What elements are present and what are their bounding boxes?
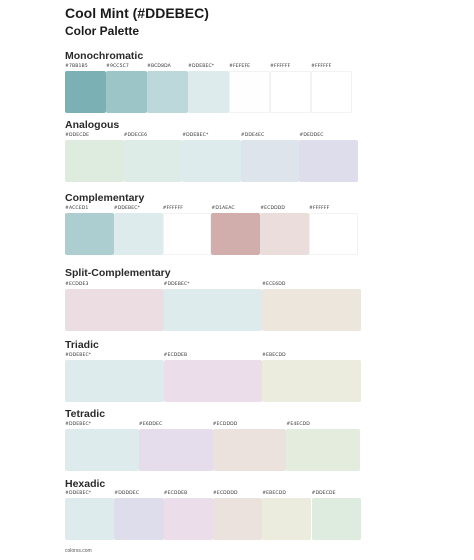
swatch-color-block[interactable]: [164, 289, 263, 331]
swatch-color-block[interactable]: [65, 71, 106, 113]
swatch-row-tetradic: [65, 422, 360, 471]
color-swatch[interactable]: [65, 422, 139, 471]
swatch-color-block[interactable]: [270, 71, 311, 113]
swatch-color-block[interactable]: [114, 498, 163, 540]
swatch-color-block[interactable]: [309, 213, 358, 255]
swatch-color-block[interactable]: [312, 498, 361, 540]
color-swatch[interactable]: [114, 491, 163, 540]
swatch-color-block[interactable]: [262, 289, 361, 331]
swatch-hex-label: #FFFFFF: [270, 64, 291, 69]
swatch-hex-label: #DEDDEC: [299, 133, 324, 138]
color-swatch[interactable]: [260, 206, 309, 255]
swatch-color-block[interactable]: [65, 213, 114, 255]
section-title-triadic: Triadic: [65, 339, 99, 351]
color-swatch[interactable]: [65, 353, 164, 402]
swatch-color-block[interactable]: [188, 71, 229, 113]
color-swatch[interactable]: [163, 353, 263, 402]
color-swatch[interactable]: [163, 491, 213, 540]
swatch-color-block[interactable]: [182, 140, 241, 182]
swatch-color-block[interactable]: [311, 71, 352, 113]
swatch-color-block[interactable]: [213, 498, 262, 540]
swatch-hex-label: #7BB1B5: [65, 64, 88, 69]
swatch-hex-label: #FEFEFE: [229, 64, 251, 69]
swatch-hex-label: #DDECE6: [123, 133, 148, 138]
swatch-row-analogous: [65, 133, 358, 182]
color-swatch[interactable]: [182, 133, 241, 182]
swatch-color-block[interactable]: [164, 498, 213, 540]
swatch-hex-label: #E4ECDD: [286, 422, 310, 427]
swatch-hex-label: #9CC5C7: [106, 64, 129, 69]
swatch-color-block[interactable]: [262, 498, 311, 540]
color-swatch[interactable]: [212, 491, 262, 540]
swatch-hex-label: #DDEBEC*: [113, 206, 140, 211]
color-swatch[interactable]: [299, 133, 358, 182]
color-swatch[interactable]: [65, 133, 124, 182]
footer-site-label: colorxs.com: [65, 548, 92, 554]
color-swatch[interactable]: [106, 64, 147, 113]
swatch-hex-label: #FFFFFF: [309, 206, 330, 211]
section-title-tetradic: Tetradic: [65, 408, 106, 420]
swatch-hex-label: #BCD8DA: [147, 64, 171, 69]
swatch-hex-label: #DDEBEC*: [182, 133, 209, 138]
swatch-color-block[interactable]: [164, 360, 263, 402]
color-swatch[interactable]: [163, 282, 263, 331]
swatch-color-block[interactable]: [114, 213, 163, 255]
swatch-hex-label: #DDE4EC: [240, 133, 265, 138]
color-swatch[interactable]: [262, 353, 361, 402]
swatch-row-split-complementary: [65, 282, 361, 331]
swatch-hex-label: #ECDDEB: [163, 491, 188, 496]
swatch-hex-label: #DDEBEC*: [188, 64, 215, 69]
swatch-color-block[interactable]: [65, 498, 114, 540]
color-swatch[interactable]: [147, 64, 188, 113]
color-swatch[interactable]: [212, 422, 287, 471]
swatch-color-block[interactable]: [65, 140, 124, 182]
swatch-row-complementary: [65, 206, 358, 255]
section-title-analogous: Analogous: [65, 119, 120, 131]
color-swatch[interactable]: [188, 64, 229, 113]
section-title-split-complementary: Split-Complementary: [65, 267, 171, 279]
swatch-color-block[interactable]: [213, 429, 287, 471]
color-swatch[interactable]: [270, 64, 311, 113]
swatch-hex-label: #DDEBEC*: [65, 353, 92, 358]
swatch-color-block[interactable]: [65, 429, 139, 471]
swatch-hex-label: #ACCED1: [65, 206, 89, 211]
color-swatch[interactable]: [123, 133, 183, 182]
swatch-hex-label: #FFFFFF: [162, 206, 183, 211]
swatch-hex-label: #ECDDDD: [212, 491, 238, 496]
swatch-color-block[interactable]: [163, 213, 212, 255]
swatch-color-block[interactable]: [211, 213, 260, 255]
swatch-hex-label: #DDECDE: [65, 133, 90, 138]
swatch-hex-label: #EBECDD: [262, 353, 286, 358]
color-swatch[interactable]: [211, 206, 260, 255]
swatch-hex-label: #ECDDDD: [260, 206, 285, 211]
color-swatch[interactable]: [65, 64, 106, 113]
section-title-hexadic: Hexadic: [65, 478, 106, 490]
section-title-complementary: Complementary: [65, 192, 145, 204]
swatch-hex-label: #DDEBEC*: [65, 422, 92, 427]
swatch-color-block[interactable]: [65, 289, 164, 331]
swatch-color-block[interactable]: [147, 71, 188, 113]
color-swatch[interactable]: [65, 206, 114, 255]
swatch-color-block[interactable]: [286, 429, 360, 471]
color-swatch[interactable]: [113, 206, 163, 255]
color-swatch[interactable]: [311, 64, 352, 113]
swatch-hex-label: #ECE6DD: [262, 282, 286, 287]
swatch-hex-label: #DDECDE: [311, 491, 336, 496]
swatch-hex-label: #E6DDEC: [138, 422, 163, 427]
color-swatch[interactable]: [240, 133, 300, 182]
swatch-hex-label: #D1AEAC: [211, 206, 235, 211]
color-swatch[interactable]: [309, 206, 358, 255]
section-title-monochromatic: Monochromatic: [65, 50, 144, 62]
color-swatch[interactable]: [65, 491, 114, 540]
swatch-hex-label: #FFFFFF: [311, 64, 332, 69]
color-swatch[interactable]: [262, 491, 311, 540]
swatch-hex-label: #DDDDEC: [114, 491, 140, 496]
color-swatch[interactable]: [229, 64, 270, 113]
swatch-hex-label: #DDEBEC*: [163, 282, 190, 287]
color-swatch[interactable]: [162, 206, 212, 255]
swatch-hex-label: #DDEBEC*: [65, 491, 92, 496]
page-title: Cool Mint (#DDEBEC): [65, 5, 209, 21]
swatch-hex-label: #ECDDEB: [163, 353, 188, 358]
swatch-hex-label: #ECDDDD: [212, 422, 238, 427]
page-subtitle: Color Palette: [65, 24, 140, 38]
swatch-hex-label: #EBECDD: [262, 491, 286, 496]
swatch-row-monochromatic: [65, 64, 352, 113]
swatch-color-block[interactable]: [262, 360, 361, 402]
color-swatch[interactable]: [262, 282, 361, 331]
swatch-row-hexadic: [65, 491, 361, 540]
color-swatch[interactable]: [286, 422, 360, 471]
swatch-color-block[interactable]: [139, 429, 213, 471]
swatch-color-block[interactable]: [260, 213, 309, 255]
color-swatch[interactable]: [311, 491, 361, 540]
swatch-hex-label: #ECDDE3: [65, 282, 89, 287]
swatch-color-block[interactable]: [229, 71, 270, 113]
swatch-color-block[interactable]: [299, 140, 358, 182]
color-swatch[interactable]: [65, 282, 164, 331]
swatch-row-triadic: [65, 353, 361, 402]
swatch-color-block[interactable]: [106, 71, 147, 113]
swatch-color-block[interactable]: [65, 360, 164, 402]
swatch-color-block[interactable]: [241, 140, 300, 182]
color-swatch[interactable]: [138, 422, 213, 471]
swatch-color-block[interactable]: [124, 140, 183, 182]
